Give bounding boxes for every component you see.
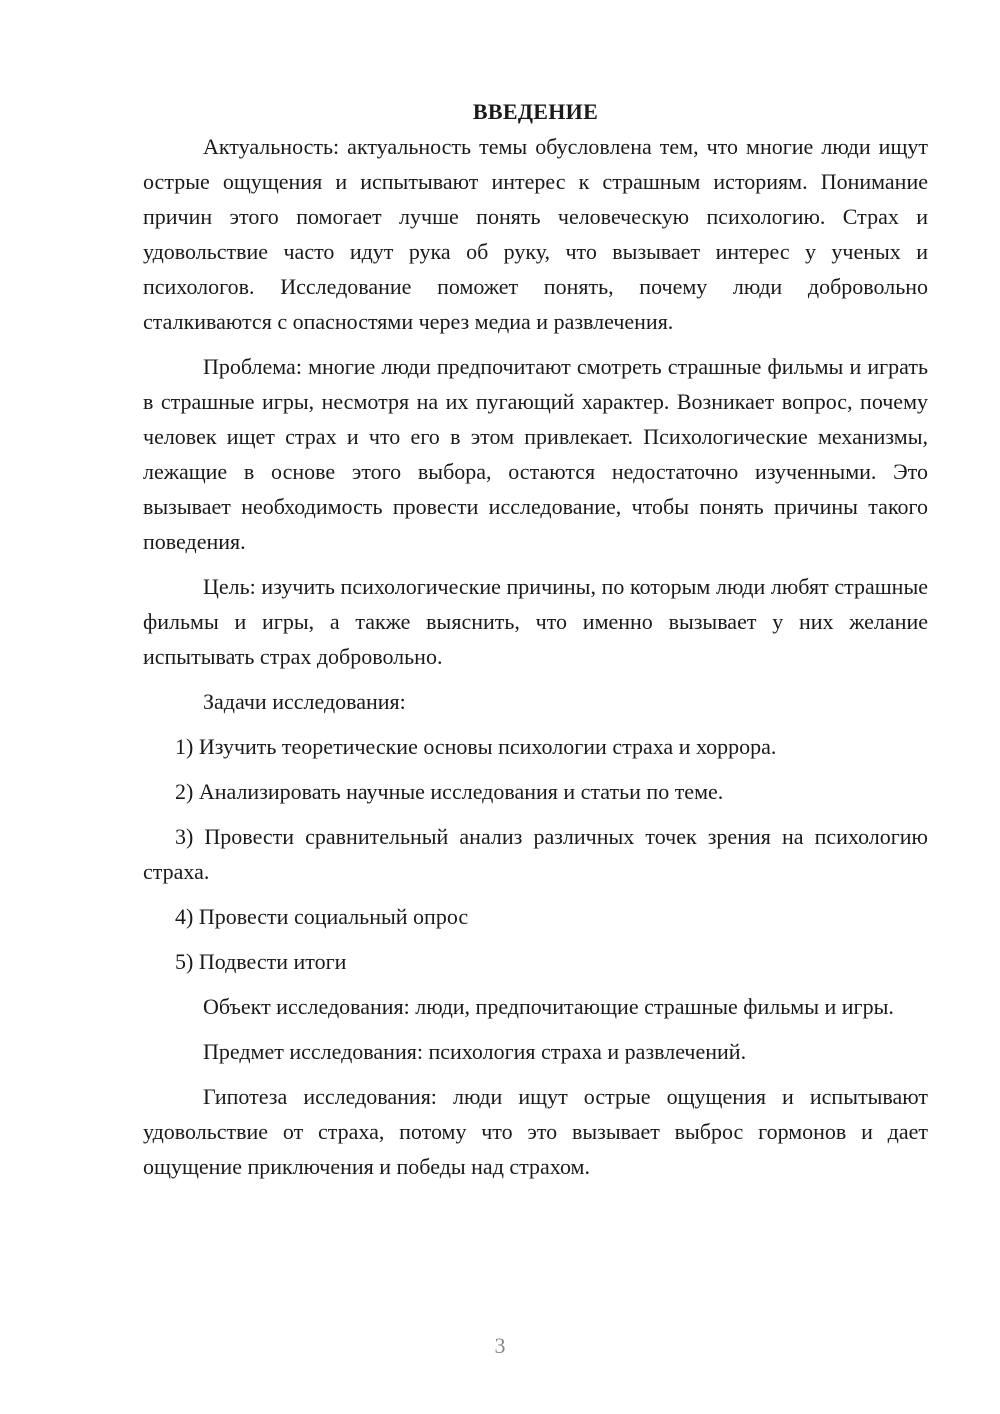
subject-paragraph: Предмет исследования: психология страха и развлечений. — [203, 1039, 747, 1064]
tasks-heading: Задачи исследования: — [203, 689, 406, 714]
problem-paragraph: Проблема: многие люди предпочитают смотреть страшные фильмы и играть в страшные игры, несмотря на их пугающий характер. Возникает вопрос, почему человек ищет страх и что его в этом привлекает. Психологические механизмы, лежащие в основе этого выбора, остаются недостаточно изученными. Это вызывает необходимость провести исследование, чтобы понять причины такого поведения. — [143, 354, 928, 554]
relevance-paragraph: Актуальность: актуальность темы обусловлена тем, что многие люди ищут острые ощущения и испытывают интерес к страшным историям. Понимание причин этого помогает лучше понять человеческую психологию. Страх и удовольствие часто идут рука об руку, что вызывает интерес у ученых и психологов. Исследование поможет понять, почему люди добровольно сталкиваются с опасностями через медиа и развлечения. — [143, 134, 928, 334]
task-item: 1) Изучить теоретические основы психологии страха и хоррора. — [175, 734, 777, 759]
task-item: 4) Провести социальный опрос — [175, 904, 469, 929]
goal-paragraph: Цель: изучить психологические причины, по которым люди любят страшные фильмы и игры, а также выяснить, что именно вызывает у них желание испытывать страх добровольно. — [143, 574, 928, 669]
hypothesis-paragraph: Гипотеза исследования: люди ищут острые ощущения и испытывают удовольствие от страха, потому что это вызывает выброс гормонов и дает ощущение приключения и победы над страхом. — [143, 1084, 928, 1179]
task-item: 3) Провести сравнительный анализ различных точек зрения на психологию страха. — [143, 824, 928, 884]
task-item: 2) Анализировать научные исследования и статьи по теме. — [175, 779, 724, 804]
document-page — [143, 94, 928, 1194]
document-title: ВВЕДЕНИЕ — [472, 99, 599, 124]
page-number: 3 — [494, 1333, 506, 1358]
task-item: 5) Подвести итоги — [175, 949, 347, 974]
object-paragraph: Объект исследования: люди, предпочитающие страшные фильмы и игры. — [203, 994, 894, 1019]
